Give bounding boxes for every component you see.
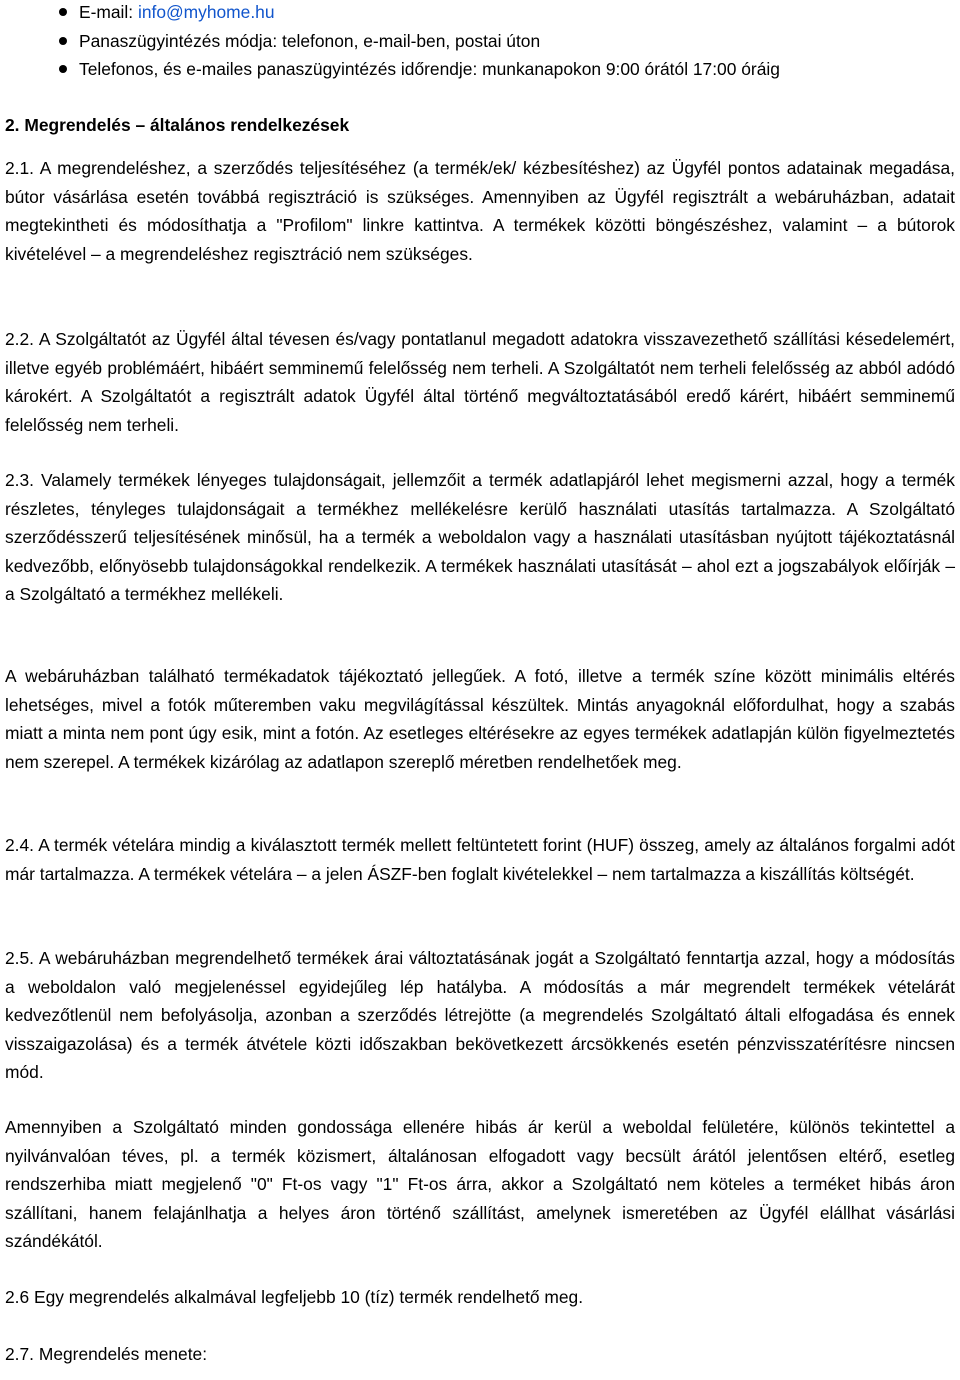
complaint-hours-text: Telefonos, és e-mailes panaszügyintézés időrendje: munkanapokon 9:00 órától 17:00 óráig [79,59,780,80]
email-label: E-mail: [79,2,138,22]
bullet-icon [59,37,67,45]
paragraph-2-6: 2.6 Egy megrendelés alkalmával legfeljebb 10 (tíz) termék rendelhető meg. [5,1287,584,1307]
paragraph-2-4: 2.4. A termék vételára mindig a kiválasztott termék mellett feltüntetett forint (HUF) összeg, amely az általános forgalmi adót már tartalmazza. A termékek vételára – a jelen ÁSZF-ben foglalt kivételekkel – nem tartalmazza a kiszállítás költségét. [5,835,955,884]
paragraph-2-3: 2.3. Valamely termékek lényeges tulajdonságait, jellemzőit a termék adatlapjáról lehet megismerni azzal, hogy a termék részletes, tényleges tulajdonságait a termékhez mellékelésre kerülő használati utasítás tartalmazza. A Szolgáltató szerződésszerű teljesítésének minősül, ha a termék a weboldalon vagy a használati utasításban nyújtott tájékoztatásnál kedvezőbb, előnyösebb tulajdonságokkal rendelkezik. A termékek használati utasítását – ahol ezt a jogszabályok előírják – a Szolgáltató a termékhez mellékeli. [5,470,955,605]
paragraph-2-7: 2.7. Megrendelés menete: [5,1344,208,1364]
paragraph-2-1: 2.1. A megrendeléshez, a szerződés teljesítéséhez (a termék/ek/ kézbesítéshez) az Ügyfél pontos adatainak megadása, bútor vásárlása esetén továbbá regisztráció is szükséges. Amennyiben az Ügyfél regisztrált a webáruházban, adatait megtekintheti és módosíthatja a "Profilom" linkre kattintva. A termékek közötti böngészéshez, valamint – a bútorok kivételével – a megrendeléshez regisztráció nem szükséges. [5,158,955,264]
list-item [0,55,960,84]
paragraph-2-2: 2.2. A Szolgáltatót az Ügyfél által tévesen és/vagy pontatlanul megadott adatokra visszavezethető szállítási késedelemért, illetve egyéb problémáért, hibáért semminemű felelősség nem terheli. A Szolgáltatót nem terheli felelősség az abból adódó károkért. A Szolgáltatót a regisztrált adatok Ügyfél által történő megváltoztatásából eredő kárért, hibáért semminemű felelősség nem terheli. [5,329,955,435]
bullet-icon [59,8,67,16]
complaint-method-text: Panaszügyintézés módja: telefonon, e-mail-ben, postai úton [79,30,541,51]
paragraph-pricing-error: Amennyiben a Szolgáltató minden gondossága ellenére hibás ár kerül a weboldal felületére, különös tekintettel a nyilvánvalóan téves, pl. a termék közismert, általánosan elfogadott vagy becsült árától jelentősen eltérő, esetleg rendszerhiba miatt megjelenő "0" Ft-os vagy "1" Ft-os árra, akkor a Szolgáltató nem köteles a terméket hibás áron szállítani, hanem felajánlhatja a helyes áron történő szállítást, amelynek ismeretében az Ügyfél elállhat vásárlási szándékától. [5,1117,955,1252]
list-item [0,0,960,27]
email-link[interactable]: info@myhome.hu [137,2,275,22]
paragraph-2-5: 2.5. A webáruházban megrendelhető termékek árai változtatásának jogát a Szolgáltató fenntartja azzal, hogy a módosítás a weboldalon való megjelenéssel egyidejűleg lép hatályba. A módosítás a már megrendelt termékek vételárát kedvezőtlenül nem befolyásolja, azonban a szerződés létrejötte (a megrendelés Szolgáltató általi elfogadása és ennek visszaigazolása) és a termék átvétele közti időszakban bekövetkezett árcsökkenés esetén pénzvisszatérítésre nincsen mód. [5,948,955,1083]
bullet-icon [59,65,67,73]
section-title: 2. Megrendelés – általános rendelkezések [5,115,350,135]
contact-list [0,0,960,84]
list-item [0,27,960,56]
paragraph-product-info: A webáruházban található termékadatok tájékoztató jellegűek. A fotó, illetve a termék színe között minimális eltérés lehetséges, mivel a fotók műteremben vaku megvilágítással készültek. Mintás anyagoknál előfordulhat, hogy a szabás miatt a minta nem pont úgy esik, mint a fotón. Az esetleges eltérésekre az egyes termékek adatlapján külön figyelmeztetés nem szerepel. A termékek kizárólag az adatlapon szereplő méretben rendelhetőek meg. [5,666,955,772]
